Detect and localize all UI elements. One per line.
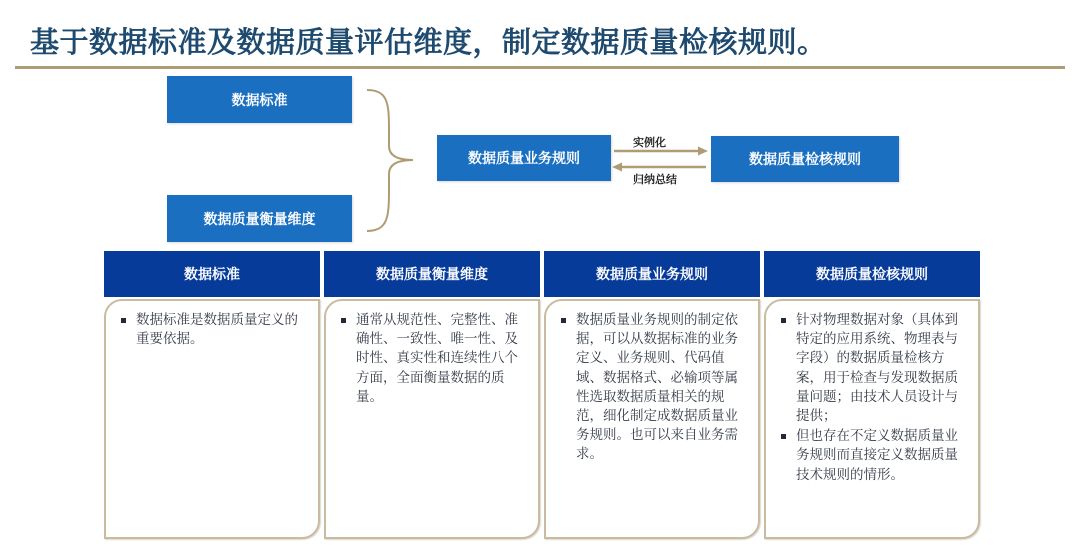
column-header-business-rules: 数据质量业务规则 [544,251,760,297]
column-card-business-rules [544,299,760,539]
curly-brace-connector [365,88,425,233]
bullet-item: 但也存在不定义数据质量业务规则而直接定义数据质量技术规则的情形。 [778,427,968,485]
title-divider [15,66,1065,69]
diagram-box-business-rules: 数据质量业务规则 [437,135,611,181]
bullet-item: 数据质量业务规则的制定依据，可以从数据标准的业务定义、业务规则、代码值域、数据格式、必输项等属性选取数据质量相关的规范，细化制定成数据质量业务规则。也可以来自业务需求。 [558,311,748,465]
summarize-label: 归纳总结 [633,173,677,186]
page-title: 基于数据标准及数据质量评估维度，制定数据质量检核规则。 [30,25,827,59]
diagram-box-data-standard: 数据标准 [167,76,352,123]
column-card-quality-dimensions [324,299,540,539]
diagram-box-quality-dimensions: 数据质量衡量维度 [167,195,352,242]
column-header-quality-dimensions: 数据质量衡量维度 [324,251,540,297]
bullet-item: 通常从规范性、完整性、准确性、一致性、唯一性、及时性、真实性和连续性八个方面，全面衡量数据的质量。 [338,311,528,407]
column-card-data-standard [104,299,320,539]
column-header-check-rules: 数据质量检核规则 [764,251,980,297]
diagram-box-check-rules: 数据质量检核规则 [711,136,899,182]
instantiate-label: 实例化 [633,136,666,149]
bullet-item: 数据标准是数据质量定义的重要依据。 [118,311,308,349]
column-card-check-rules [764,299,980,539]
column-header-data-standard: 数据标准 [104,251,320,297]
bullet-item: 针对物理数据对象（具体到特定的应用系统、物理表与字段）的数据质量检核方案，用于检查与发现数据质量问题；由技术人员设计与提供； [778,311,968,426]
